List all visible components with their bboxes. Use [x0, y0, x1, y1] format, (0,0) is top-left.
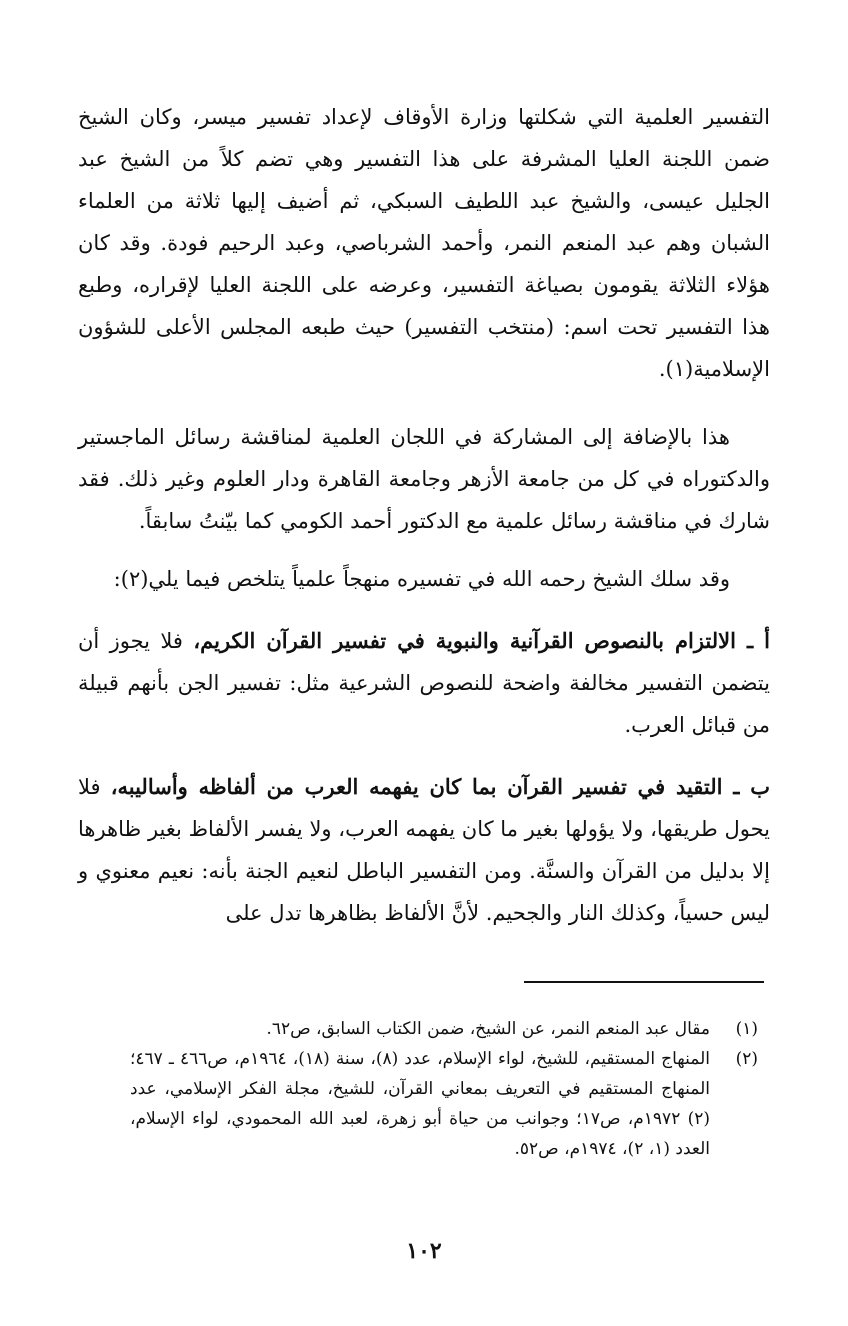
paragraph-method-intro [78, 558, 770, 600]
paragraph-committee [78, 96, 770, 390]
paragraph-method-intro-text: وقد سلك الشيخ رحمه الله في تفسيره منهجاً علمياً يتلخص فيما يلي(٢): [113, 567, 730, 591]
footnote-item [130, 1044, 758, 1164]
body-text [78, 96, 770, 934]
footnote-text: مقال عبد المنعم النمر، عن الشيخ، ضمن الكتاب السابق، ص٦٢. [266, 1019, 710, 1039]
footnote-item [130, 1014, 758, 1044]
paragraph-committee-text: التفسير العلمية التي شكلتها وزارة الأوقاف لإعداد تفسير ميسر، وكان الشيخ ضمن اللجنة العليا المشرفة على هذا التفسير وهي تضم كلاً من الشيخ عبد الجليل عيسى، والشيخ عبد اللطيف السبكي، ثم أضيف إليها ثلاثة من العلماء الشبان وهم عبد المنعم النمر، وأحمد الشرباصي، وعبد الرحيم فودة. وقد كان هؤلاء الثلاثة يقومون بصياغة التفسير، وعرضه على اللجنة العليا لإقراره، وطبع هذا التفسير تحت اسم: (منتخب التفسير) حيث طبعه المجلس الأعلى للشؤون الإسلامية(١). [78, 105, 770, 381]
footnote-number: (٢) [735, 1049, 758, 1069]
footnote-number: (١) [735, 1019, 758, 1039]
point-a-heading: أ ـ الالتزام بالنصوص القرآنية والنبوية في تفسير القرآن الكريم، [193, 628, 770, 653]
point-b-heading: ب ـ التقيد في تفسير القرآن بما كان يفهمه العرب من ألفاظه وأساليبه، [110, 774, 770, 799]
footnote-text: المنهاج المستقيم، للشيخ، لواء الإسلام، عدد (٨)، سنة (١٨)، ١٩٦٤م، ص٤٦٦ ـ ٤٦٧؛ المنهاج المستقيم في التعريف بمعاني القرآن، للشيخ، مجلة الفكر الإسلامي، عدد (٢) ١٩٧٢م، ص١٧؛ وجوانب من حياة أبو زهرة، لعبد الله المحمودي، لواء الإسلام، العدد (١، ٢)، ١٩٧٤م، ص٥٢. [130, 1049, 710, 1159]
paragraph-discussions-text: هذا بالإضافة إلى المشاركة في اللجان العلمية لمناقشة رسائل الماجستير والدكتوراه في كل من جامعة الأزهر وجامعة القاهرة ودار العلوم وغير ذلك. فقد شارك في مناقشة رسائل علمية مع الدكتور أحمد الكومي كما بيّنتُ سابقاً. [78, 425, 770, 533]
footnotes [130, 1014, 758, 1164]
point-b-text: فلا يحول طريقها، ولا يؤولها بغير ما كان يفهمه العرب، ولا يفسر الألفاظ بغير ظاهرها إلا بدليل من القرآن والسنَّة. ومن التفسير الباطل لنعيم الجنة بأنه: نعيم معنوي و ليس حسياً، وكذلك النار والجحيم. لأنَّ الألفاظ بظاهرها تدل على [78, 775, 770, 925]
paragraph-discussions [78, 416, 770, 542]
paragraph-point-b [78, 766, 770, 934]
footnote-divider [524, 981, 764, 983]
point-a-text: فلا يجوز أن يتضمن التفسير مخالفة واضحة للنصوص الشرعية مثل: تفسير الجن بأنهم قبيلة من قبائل العرب. [78, 629, 770, 737]
paragraph-point-a [78, 620, 770, 746]
page-number: ١٠٢ [406, 1238, 442, 1264]
